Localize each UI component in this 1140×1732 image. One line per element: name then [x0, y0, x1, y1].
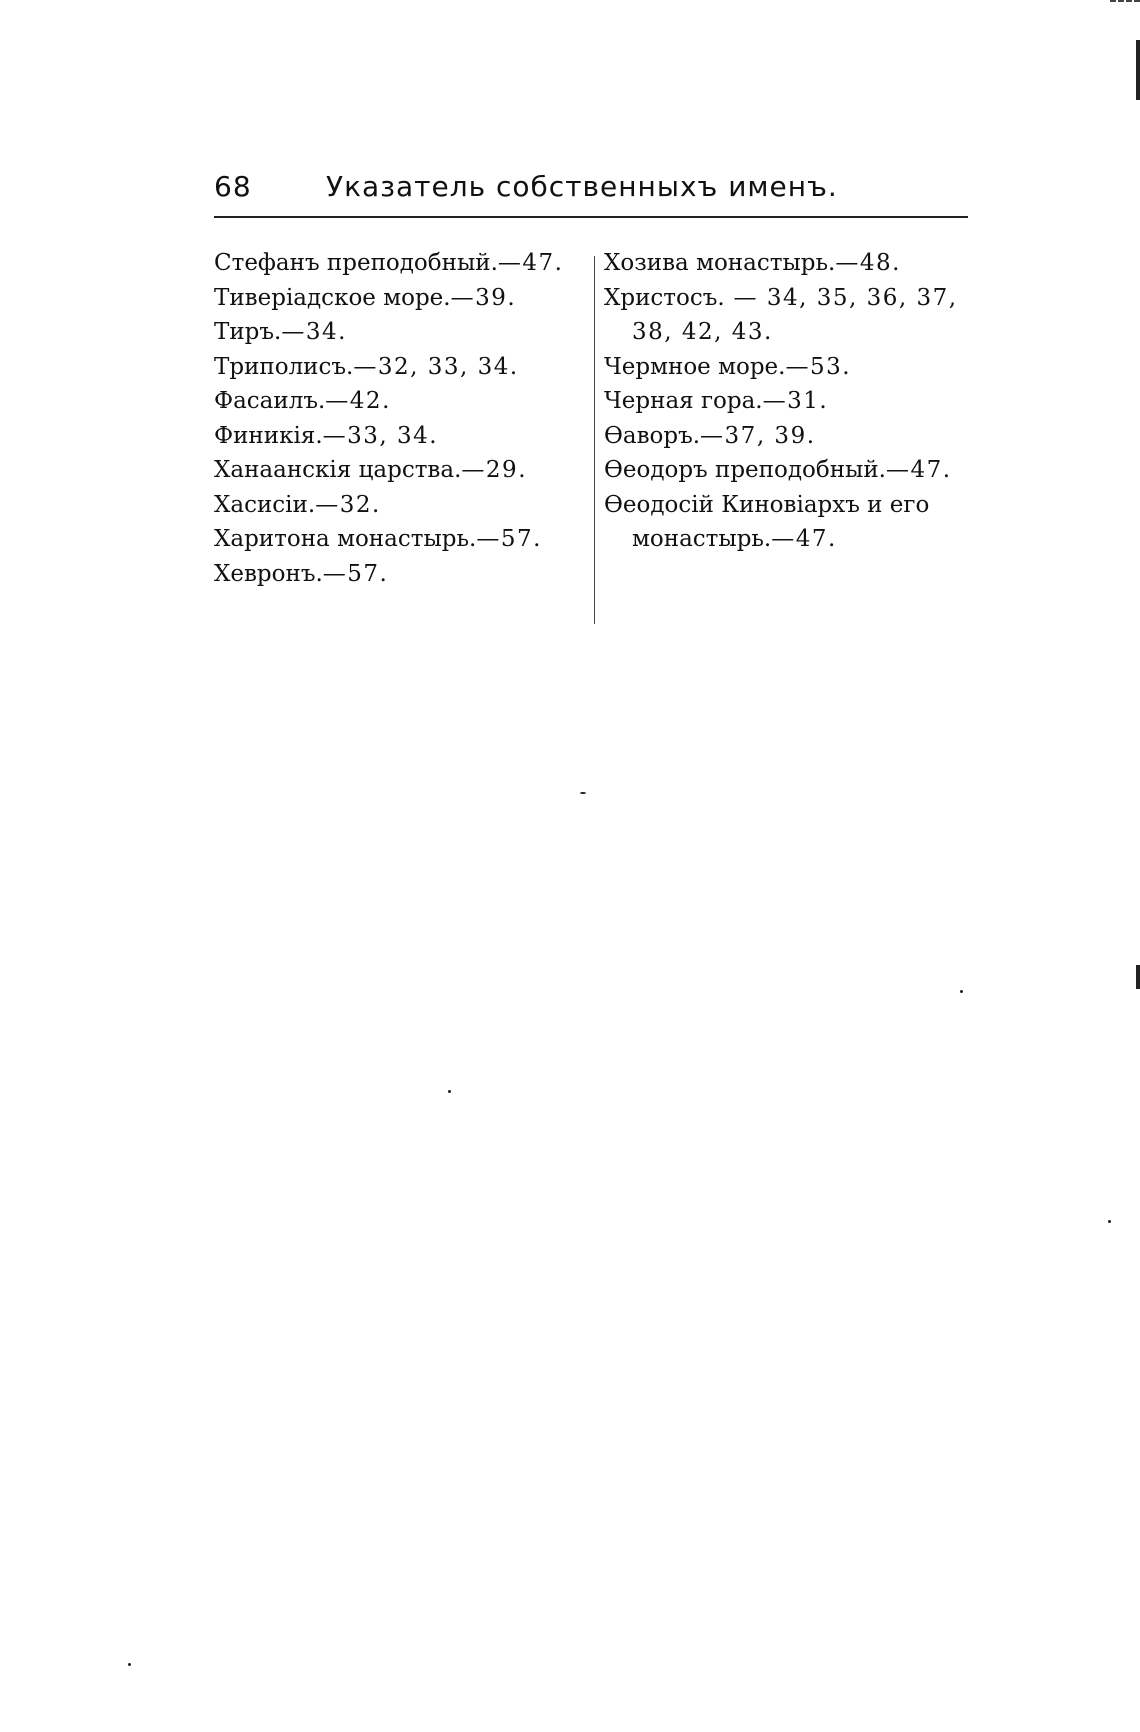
entry-name: Ѳаворъ. — [604, 422, 701, 449]
scan-speck — [448, 1090, 451, 1093]
entry-refs: —32, 33, 34. — [353, 353, 519, 380]
entry-refs: —33, 34. — [322, 422, 439, 449]
entry-name: Триполисъ. — [214, 353, 354, 380]
column-divider — [594, 256, 595, 624]
index-column-left — [214, 246, 584, 591]
header-rule — [214, 216, 968, 218]
index-entry — [214, 315, 584, 350]
scan-speck — [128, 1663, 131, 1666]
page-edge-mark — [1136, 40, 1140, 100]
entry-refs: —57. — [476, 526, 542, 552]
index-entry — [604, 419, 974, 454]
entry-name: Харитона монастырь. — [214, 526, 477, 552]
entry-refs: — 34, 35, 36, 37, 38, 42, 43. — [632, 284, 958, 345]
index-column-right — [604, 246, 974, 557]
index-entry — [214, 453, 584, 488]
index-entry — [604, 281, 974, 350]
scan-speck — [960, 990, 963, 993]
scan-speck — [580, 792, 586, 794]
entry-name: Чермное море. — [604, 353, 786, 380]
page-number: 68 — [214, 170, 252, 203]
entry-name: Ѳеодосій Киновіархъ и его монастырь. — [604, 491, 930, 552]
index-entry — [214, 522, 584, 557]
index-entry — [214, 281, 584, 316]
index-entry — [604, 350, 974, 385]
entry-refs: —47. — [885, 457, 952, 483]
entry-refs: —34. — [281, 319, 347, 345]
entry-refs: —37, 39. — [700, 422, 816, 449]
entry-refs: —29. — [461, 457, 527, 483]
entry-refs: —53. — [785, 353, 852, 380]
entry-refs: —47. — [771, 526, 837, 552]
entry-name: Ѳеодоръ преподобный. — [604, 457, 886, 483]
entry-name: Ханаанскія царства. — [214, 457, 462, 483]
running-title: Указатель собственныхъ именъ. — [326, 170, 838, 203]
entry-refs: —39. — [450, 284, 517, 311]
index-entry — [604, 246, 974, 281]
entry-name: Черная гора. — [604, 388, 763, 414]
index-entry — [604, 384, 974, 419]
entry-name: Хевронъ. — [214, 560, 323, 587]
index-entry — [214, 350, 584, 385]
index-entry — [214, 419, 584, 454]
entry-refs: —48. — [835, 250, 901, 276]
index-entry — [214, 246, 584, 281]
entry-refs: —32. — [315, 491, 381, 518]
entry-refs: —47. — [497, 250, 564, 276]
entry-name: Финикія. — [214, 422, 323, 449]
page-edge-mark — [1110, 0, 1140, 2]
index-entry — [214, 488, 584, 523]
entry-name: Хасисіи. — [214, 491, 316, 518]
index-entry — [214, 557, 584, 592]
entry-refs: —42. — [325, 388, 391, 414]
index-entry — [604, 488, 974, 557]
entry-name: Христосъ. — [604, 284, 725, 311]
running-header — [214, 170, 968, 218]
page-edge-mark — [1136, 965, 1140, 989]
entry-refs: —31. — [762, 388, 829, 414]
scan-speck — [1108, 1220, 1111, 1223]
index-entry — [214, 384, 584, 419]
entry-name: Тиверіадское море. — [214, 284, 451, 311]
entry-refs: —57. — [322, 560, 389, 587]
index-entry — [604, 453, 974, 488]
entry-name: Хозива монастырь. — [604, 250, 836, 276]
entry-name: Стефанъ преподобный. — [214, 250, 498, 276]
entry-name: Тиръ. — [214, 319, 282, 345]
entry-name: Фасаилъ. — [214, 388, 326, 414]
